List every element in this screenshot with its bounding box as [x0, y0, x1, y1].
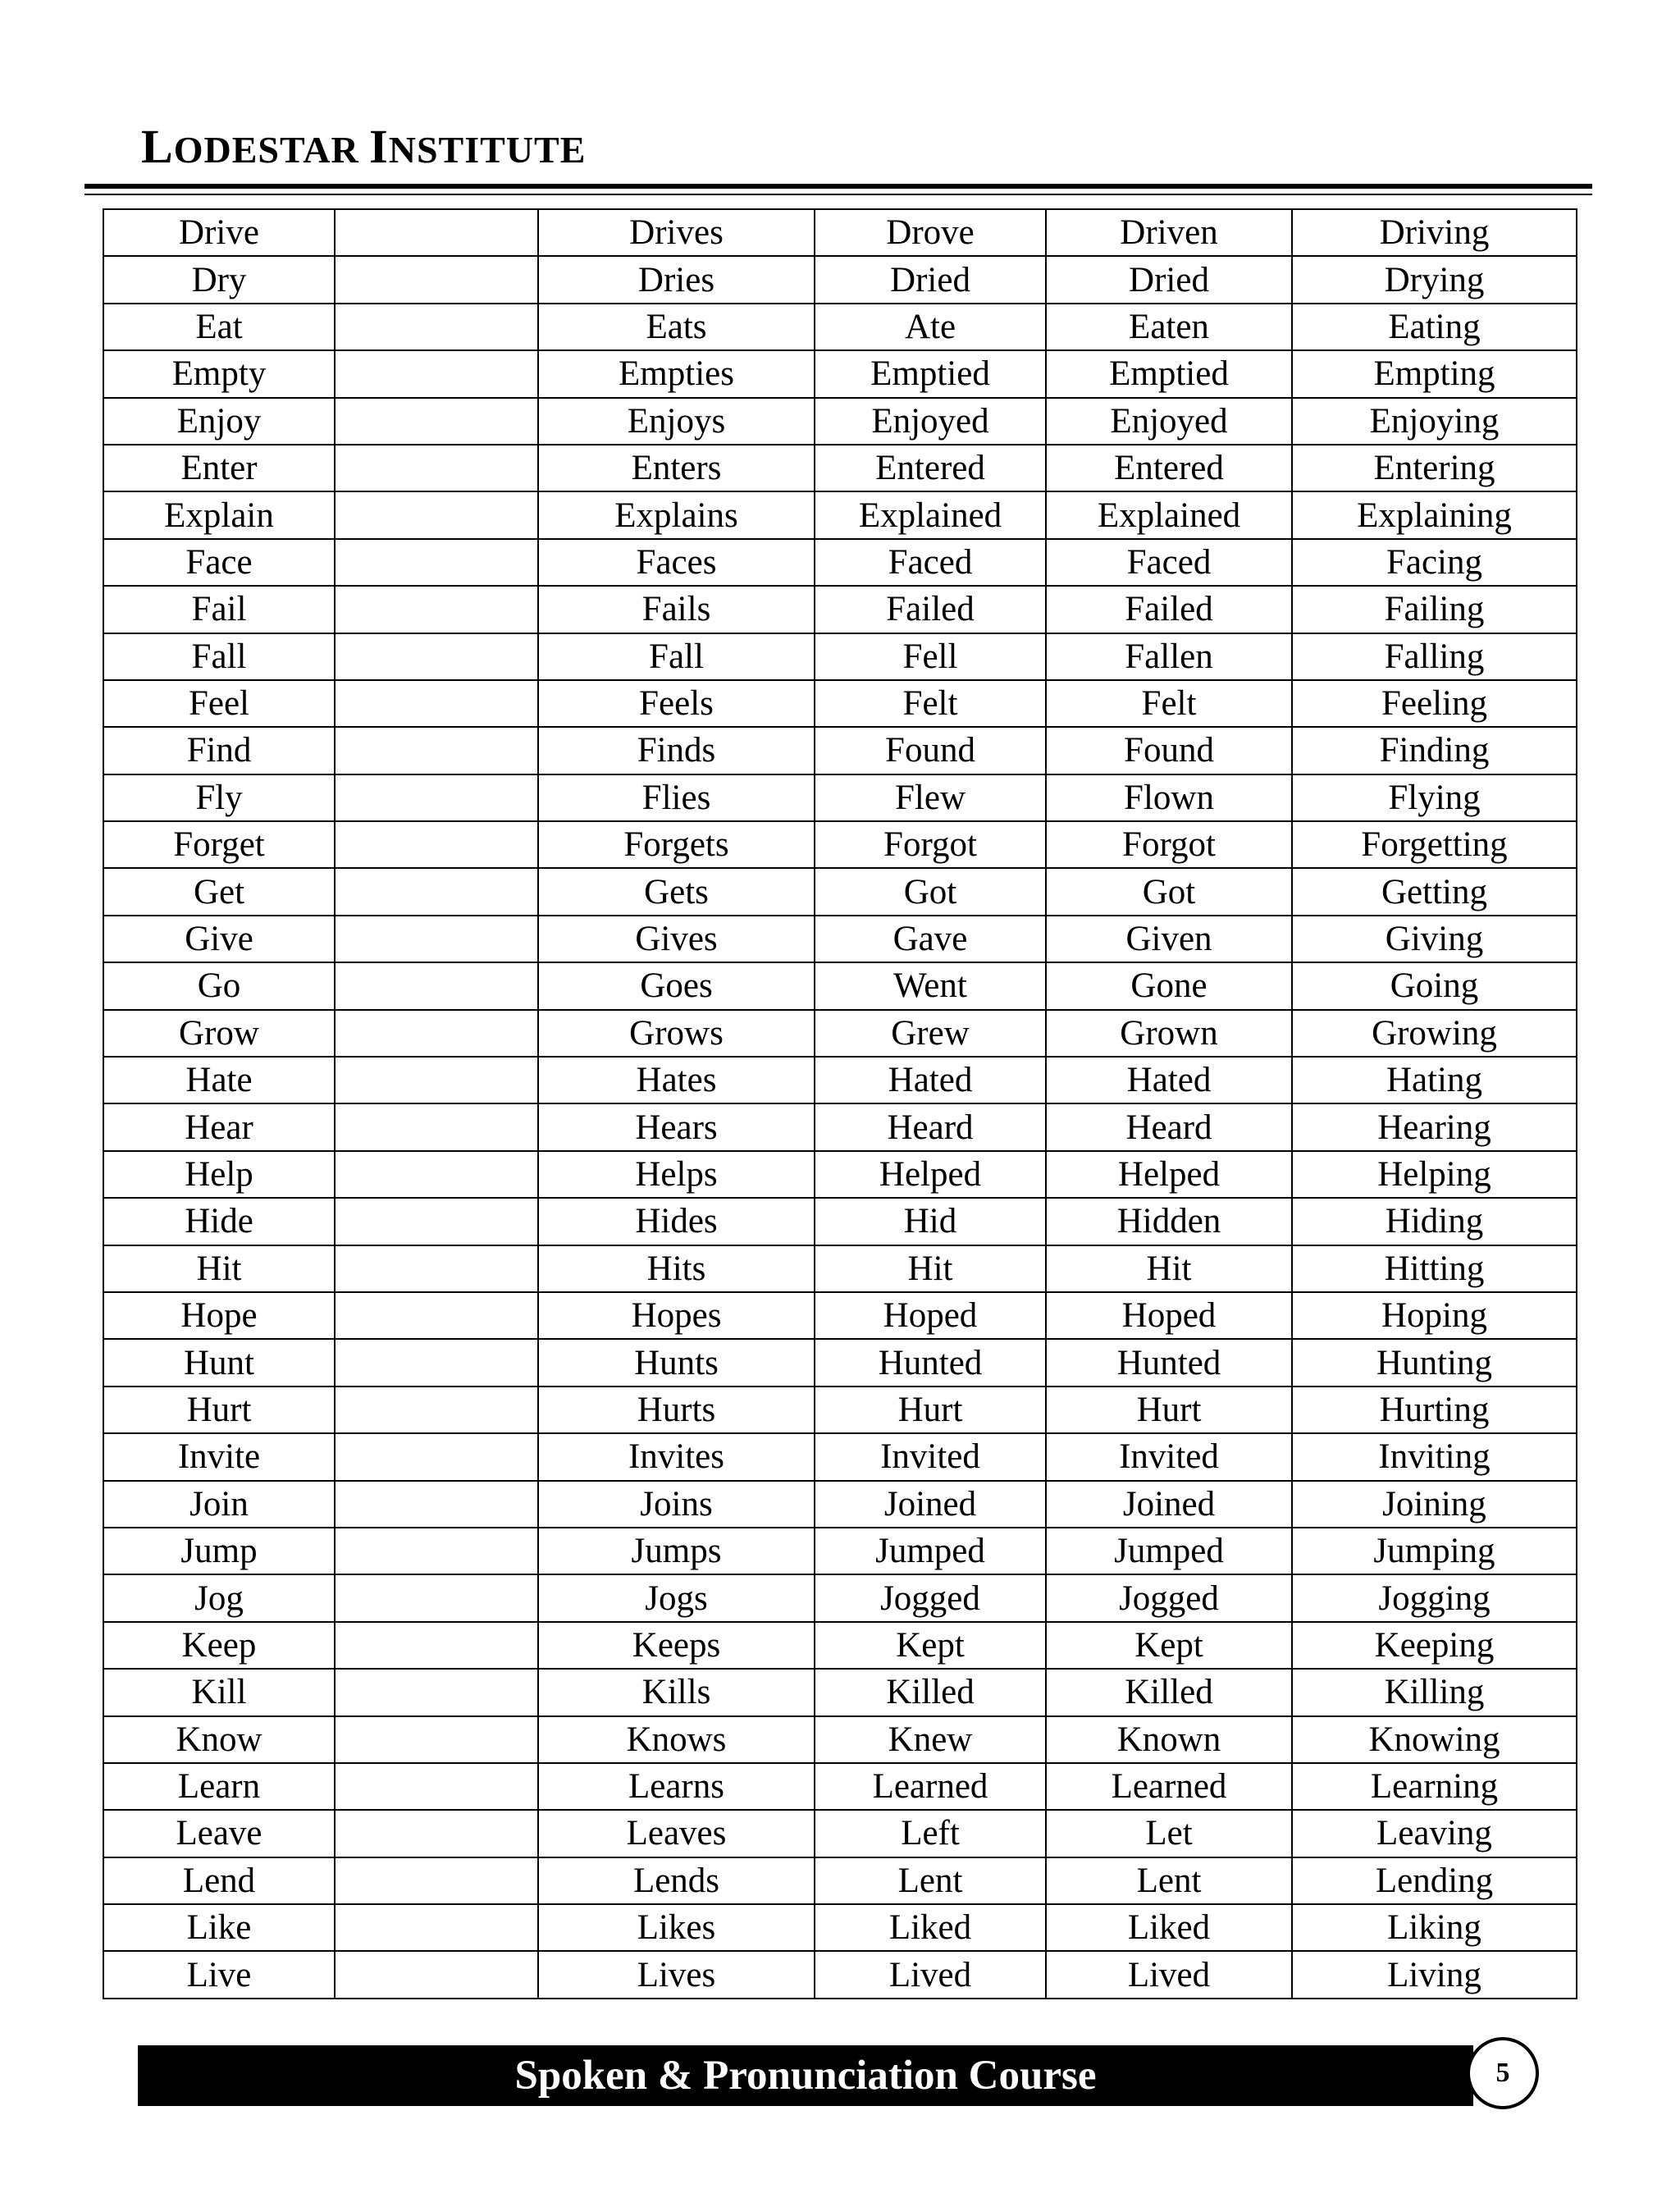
cell-present-participle: Explaining	[1292, 491, 1577, 538]
table-row	[103, 1198, 1577, 1245]
cell-present-participle: Jogging	[1292, 1574, 1577, 1621]
cell-base-form: Lend	[103, 1857, 335, 1904]
table-row	[103, 1574, 1577, 1621]
cell-base-form: Hear	[103, 1103, 335, 1150]
cell-past-simple: Explained	[815, 491, 1046, 538]
table-row	[103, 1716, 1577, 1763]
table-row	[103, 209, 1577, 256]
cell-past-simple: Got	[815, 868, 1046, 915]
table-row	[103, 1622, 1577, 1669]
cell-past-simple: Flew	[815, 774, 1046, 821]
header-word-2-rest: NSTITUTE	[388, 129, 587, 171]
cell-past-participle: Hated	[1046, 1057, 1292, 1103]
cell-past-participle: Hurt	[1046, 1387, 1292, 1433]
cell-third-person: Empties	[538, 350, 815, 397]
cell-past-simple: Found	[815, 727, 1046, 774]
cell-third-person: Gets	[538, 868, 815, 915]
cell-present-participle: Hitting	[1292, 1245, 1577, 1292]
cell-past-simple: Dried	[815, 256, 1046, 303]
table-row	[103, 350, 1577, 397]
table-row	[103, 1810, 1577, 1857]
cell-third-person: Helps	[538, 1151, 815, 1198]
cell-past-simple: Grew	[815, 1010, 1046, 1057]
cell-past-participle: Lived	[1046, 1951, 1292, 1998]
cell-base-form: Face	[103, 539, 335, 586]
page-number: 5	[1495, 2058, 1510, 2088]
table-row	[103, 1857, 1577, 1904]
cell-past-simple: Killed	[815, 1669, 1046, 1715]
cell-third-person: Drives	[538, 209, 815, 256]
cell-past-participle: Invited	[1046, 1433, 1292, 1480]
cell-past-simple: Failed	[815, 586, 1046, 633]
cell-third-person: Jogs	[538, 1574, 815, 1621]
table-row	[103, 680, 1577, 727]
table-row	[103, 304, 1577, 350]
cell-blank	[335, 1245, 538, 1292]
cell-third-person: Hears	[538, 1103, 815, 1150]
table-row	[103, 1481, 1577, 1528]
cell-past-simple: Joined	[815, 1481, 1046, 1528]
cell-past-simple: Hunted	[815, 1339, 1046, 1386]
cell-blank	[335, 1292, 538, 1339]
cell-present-participle: Liking	[1292, 1904, 1577, 1951]
cell-third-person: Enters	[538, 445, 815, 491]
cell-base-form: Kill	[103, 1669, 335, 1715]
cell-base-form: Fall	[103, 633, 335, 680]
cell-base-form: Know	[103, 1716, 335, 1763]
cell-blank	[335, 586, 538, 633]
table-row	[103, 1339, 1577, 1386]
table-row	[103, 586, 1577, 633]
cell-third-person: Explains	[538, 491, 815, 538]
cell-past-simple: Lent	[815, 1857, 1046, 1904]
cell-base-form: Keep	[103, 1622, 335, 1669]
cell-present-participle: Growing	[1292, 1010, 1577, 1057]
cell-past-simple: Left	[815, 1810, 1046, 1857]
cell-third-person: Faces	[538, 539, 815, 586]
header-word-1-rest: ODESTAR	[173, 129, 359, 171]
cell-past-participle: Found	[1046, 727, 1292, 774]
table-row	[103, 1245, 1577, 1292]
cell-past-participle: Known	[1046, 1716, 1292, 1763]
cell-third-person: Hunts	[538, 1339, 815, 1386]
cell-past-participle: Killed	[1046, 1669, 1292, 1715]
cell-blank	[335, 209, 538, 256]
cell-blank	[335, 256, 538, 303]
cell-blank	[335, 821, 538, 868]
cell-third-person: Gives	[538, 916, 815, 962]
cell-blank	[335, 1103, 538, 1150]
table-row	[103, 445, 1577, 491]
cell-base-form: Enter	[103, 445, 335, 491]
cell-third-person: Grows	[538, 1010, 815, 1057]
cell-present-participle: Facing	[1292, 539, 1577, 586]
cell-blank	[335, 1951, 538, 1998]
table-row	[103, 1387, 1577, 1433]
cell-blank	[335, 1198, 538, 1245]
cell-third-person: Hopes	[538, 1292, 815, 1339]
cell-past-simple: Gave	[815, 916, 1046, 962]
table-row	[103, 633, 1577, 680]
cell-past-participle: Hit	[1046, 1245, 1292, 1292]
cell-base-form: Get	[103, 868, 335, 915]
cell-past-simple: Invited	[815, 1433, 1046, 1480]
cell-past-simple: Hid	[815, 1198, 1046, 1245]
cell-third-person: Likes	[538, 1904, 815, 1951]
cell-present-participle: Helping	[1292, 1151, 1577, 1198]
table-row	[103, 1057, 1577, 1103]
table-row	[103, 821, 1577, 868]
institute-header	[141, 120, 587, 173]
cell-blank	[335, 1528, 538, 1574]
cell-past-participle: Got	[1046, 868, 1292, 915]
cell-base-form: Live	[103, 1951, 335, 1998]
cell-blank	[335, 1057, 538, 1103]
cell-base-form: Join	[103, 1481, 335, 1528]
table-row	[103, 1103, 1577, 1150]
cell-blank	[335, 633, 538, 680]
cell-past-simple: Liked	[815, 1904, 1046, 1951]
cell-past-simple: Helped	[815, 1151, 1046, 1198]
table-row	[103, 1151, 1577, 1198]
cell-past-participle: Let	[1046, 1810, 1292, 1857]
cell-base-form: Learn	[103, 1763, 335, 1810]
verb-table-body	[103, 209, 1577, 1999]
cell-base-form: Fly	[103, 774, 335, 821]
cell-past-participle: Helped	[1046, 1151, 1292, 1198]
cell-past-participle: Failed	[1046, 586, 1292, 633]
cell-base-form: Hope	[103, 1292, 335, 1339]
header-initial-l: L	[141, 120, 174, 173]
cell-blank	[335, 1433, 538, 1480]
cell-third-person: Dries	[538, 256, 815, 303]
cell-base-form: Give	[103, 916, 335, 962]
cell-blank	[335, 398, 538, 445]
cell-present-participle: Enjoying	[1292, 398, 1577, 445]
cell-past-participle: Given	[1046, 916, 1292, 962]
cell-base-form: Find	[103, 727, 335, 774]
table-row	[103, 1433, 1577, 1480]
cell-blank	[335, 1622, 538, 1669]
cell-past-simple: Faced	[815, 539, 1046, 586]
cell-present-participle: Hurting	[1292, 1387, 1577, 1433]
cell-base-form: Hide	[103, 1198, 335, 1245]
cell-past-simple: Hurt	[815, 1387, 1046, 1433]
cell-present-participle: Empting	[1292, 350, 1577, 397]
cell-third-person: Forgets	[538, 821, 815, 868]
table-row	[103, 1904, 1577, 1951]
cell-blank	[335, 491, 538, 538]
cell-past-simple: Went	[815, 962, 1046, 1009]
table-row	[103, 1010, 1577, 1057]
cell-third-person: Keeps	[538, 1622, 815, 1669]
table-row	[103, 727, 1577, 774]
cell-base-form: Enjoy	[103, 398, 335, 445]
cell-base-form: Empty	[103, 350, 335, 397]
cell-present-participle: Jumping	[1292, 1528, 1577, 1574]
cell-blank	[335, 445, 538, 491]
cell-present-participle: Hating	[1292, 1057, 1577, 1103]
cell-blank	[335, 1387, 538, 1433]
cell-past-simple: Jogged	[815, 1574, 1046, 1621]
cell-base-form: Invite	[103, 1433, 335, 1480]
cell-blank	[335, 727, 538, 774]
cell-present-participle: Driving	[1292, 209, 1577, 256]
cell-past-simple: Drove	[815, 209, 1046, 256]
cell-past-participle: Explained	[1046, 491, 1292, 538]
cell-past-participle: Liked	[1046, 1904, 1292, 1951]
cell-third-person: Goes	[538, 962, 815, 1009]
cell-present-participle: Giving	[1292, 916, 1577, 962]
cell-past-participle: Hunted	[1046, 1339, 1292, 1386]
cell-present-participle: Getting	[1292, 868, 1577, 915]
cell-base-form: Help	[103, 1151, 335, 1198]
cell-past-simple: Lived	[815, 1951, 1046, 1998]
table-row	[103, 916, 1577, 962]
cell-present-participle: Hiding	[1292, 1198, 1577, 1245]
table-row	[103, 962, 1577, 1009]
cell-present-participle: Joining	[1292, 1481, 1577, 1528]
cell-present-participle: Knowing	[1292, 1716, 1577, 1763]
cell-present-participle: Entering	[1292, 445, 1577, 491]
cell-third-person: Kills	[538, 1669, 815, 1715]
cell-blank	[335, 1904, 538, 1951]
cell-third-person: Enjoys	[538, 398, 815, 445]
cell-third-person: Knows	[538, 1716, 815, 1763]
cell-past-participle: Driven	[1046, 209, 1292, 256]
cell-present-participle: Hunting	[1292, 1339, 1577, 1386]
cell-present-participle: Learning	[1292, 1763, 1577, 1810]
cell-blank	[335, 1669, 538, 1715]
cell-blank	[335, 304, 538, 350]
cell-third-person: Eats	[538, 304, 815, 350]
cell-blank	[335, 1481, 538, 1528]
cell-present-participle: Finding	[1292, 727, 1577, 774]
cell-past-simple: Forgot	[815, 821, 1046, 868]
cell-past-simple: Kept	[815, 1622, 1046, 1669]
cell-blank	[335, 539, 538, 586]
cell-base-form: Jog	[103, 1574, 335, 1621]
cell-past-participle: Gone	[1046, 962, 1292, 1009]
cell-base-form: Go	[103, 962, 335, 1009]
cell-present-participle: Falling	[1292, 633, 1577, 680]
cell-past-participle: Faced	[1046, 539, 1292, 586]
table-row	[103, 868, 1577, 915]
cell-blank	[335, 1010, 538, 1057]
cell-third-person: Feels	[538, 680, 815, 727]
cell-present-participle: Eating	[1292, 304, 1577, 350]
cell-blank	[335, 962, 538, 1009]
table-row	[103, 1528, 1577, 1574]
cell-past-simple: Enjoyed	[815, 398, 1046, 445]
cell-blank	[335, 1339, 538, 1386]
cell-past-participle: Emptied	[1046, 350, 1292, 397]
cell-third-person: Hides	[538, 1198, 815, 1245]
cell-past-participle: Lent	[1046, 1857, 1292, 1904]
cell-base-form: Forget	[103, 821, 335, 868]
cell-past-participle: Hoped	[1046, 1292, 1292, 1339]
cell-third-person: Fails	[538, 586, 815, 633]
cell-blank	[335, 868, 538, 915]
cell-present-participle: Hoping	[1292, 1292, 1577, 1339]
cell-blank	[335, 680, 538, 727]
cell-past-simple: Ate	[815, 304, 1046, 350]
cell-base-form: Drive	[103, 209, 335, 256]
cell-past-simple: Learned	[815, 1763, 1046, 1810]
cell-past-participle: Learned	[1046, 1763, 1292, 1810]
cell-base-form: Feel	[103, 680, 335, 727]
cell-base-form: Jump	[103, 1528, 335, 1574]
cell-past-participle: Fallen	[1046, 633, 1292, 680]
cell-base-form: Eat	[103, 304, 335, 350]
cell-present-participle: Lending	[1292, 1857, 1577, 1904]
cell-past-participle: Felt	[1046, 680, 1292, 727]
cell-base-form: Explain	[103, 491, 335, 538]
cell-past-simple: Felt	[815, 680, 1046, 727]
cell-base-form: Fail	[103, 586, 335, 633]
cell-blank	[335, 1857, 538, 1904]
cell-past-participle: Jumped	[1046, 1528, 1292, 1574]
header-initial-i: I	[369, 120, 389, 173]
cell-third-person: Lends	[538, 1857, 815, 1904]
cell-present-participle: Killing	[1292, 1669, 1577, 1715]
course-title: Spoken & Pronunciation Course	[514, 2053, 1097, 2099]
cell-third-person: Joins	[538, 1481, 815, 1528]
table-row	[103, 774, 1577, 821]
cell-past-participle: Kept	[1046, 1622, 1292, 1669]
cell-past-participle: Forgot	[1046, 821, 1292, 868]
cell-past-simple: Hated	[815, 1057, 1046, 1103]
cell-present-participle: Failing	[1292, 586, 1577, 633]
cell-past-simple: Jumped	[815, 1528, 1046, 1574]
table-row	[103, 1669, 1577, 1715]
cell-past-simple: Hit	[815, 1245, 1046, 1292]
cell-past-simple: Emptied	[815, 350, 1046, 397]
cell-third-person: Hates	[538, 1057, 815, 1103]
table-row	[103, 491, 1577, 538]
cell-third-person: Hurts	[538, 1387, 815, 1433]
cell-base-form: Leave	[103, 1810, 335, 1857]
cell-past-participle: Enjoyed	[1046, 398, 1292, 445]
cell-base-form: Dry	[103, 256, 335, 303]
cell-past-simple: Knew	[815, 1716, 1046, 1763]
cell-present-participle: Forgetting	[1292, 821, 1577, 868]
cell-past-simple: Hoped	[815, 1292, 1046, 1339]
cell-past-simple: Entered	[815, 445, 1046, 491]
cell-base-form: Hurt	[103, 1387, 335, 1433]
page-number-badge	[1467, 2037, 1539, 2109]
cell-blank	[335, 1810, 538, 1857]
cell-third-person: Lives	[538, 1951, 815, 1998]
table-row	[103, 539, 1577, 586]
cell-present-participle: Leaving	[1292, 1810, 1577, 1857]
cell-blank	[335, 350, 538, 397]
cell-past-participle: Grown	[1046, 1010, 1292, 1057]
table-row	[103, 1951, 1577, 1998]
cell-present-participle: Drying	[1292, 256, 1577, 303]
cell-past-simple: Heard	[815, 1103, 1046, 1150]
table-row	[103, 398, 1577, 445]
cell-blank	[335, 774, 538, 821]
footer-course-bar	[138, 2045, 1473, 2106]
header-rule-thin	[84, 194, 1592, 195]
cell-blank	[335, 916, 538, 962]
cell-base-form: Grow	[103, 1010, 335, 1057]
cell-blank	[335, 1574, 538, 1621]
cell-past-simple: Fell	[815, 633, 1046, 680]
cell-past-participle: Joined	[1046, 1481, 1292, 1528]
table-row	[103, 1292, 1577, 1339]
cell-third-person: Hits	[538, 1245, 815, 1292]
cell-present-participle: Inviting	[1292, 1433, 1577, 1480]
cell-base-form: Hate	[103, 1057, 335, 1103]
verb-forms-table	[103, 208, 1577, 1999]
cell-blank	[335, 1716, 538, 1763]
cell-past-participle: Hidden	[1046, 1198, 1292, 1245]
cell-past-participle: Flown	[1046, 774, 1292, 821]
cell-third-person: Invites	[538, 1433, 815, 1480]
cell-third-person: Flies	[538, 774, 815, 821]
cell-present-participle: Living	[1292, 1951, 1577, 1998]
cell-third-person: Leaves	[538, 1810, 815, 1857]
cell-base-form: Hunt	[103, 1339, 335, 1386]
cell-blank	[335, 1763, 538, 1810]
cell-present-participle: Going	[1292, 962, 1577, 1009]
cell-present-participle: Feeling	[1292, 680, 1577, 727]
cell-present-participle: Flying	[1292, 774, 1577, 821]
cell-past-participle: Heard	[1046, 1103, 1292, 1150]
table-row	[103, 256, 1577, 303]
table-row	[103, 1763, 1577, 1810]
cell-third-person: Finds	[538, 727, 815, 774]
cell-present-participle: Hearing	[1292, 1103, 1577, 1150]
cell-blank	[335, 1151, 538, 1198]
header-rule-thick	[84, 184, 1592, 189]
cell-past-participle: Jogged	[1046, 1574, 1292, 1621]
cell-third-person: Jumps	[538, 1528, 815, 1574]
cell-past-participle: Entered	[1046, 445, 1292, 491]
cell-past-participle: Dried	[1046, 256, 1292, 303]
cell-third-person: Fall	[538, 633, 815, 680]
cell-third-person: Learns	[538, 1763, 815, 1810]
cell-base-form: Like	[103, 1904, 335, 1951]
cell-past-participle: Eaten	[1046, 304, 1292, 350]
cell-base-form: Hit	[103, 1245, 335, 1292]
cell-present-participle: Keeping	[1292, 1622, 1577, 1669]
